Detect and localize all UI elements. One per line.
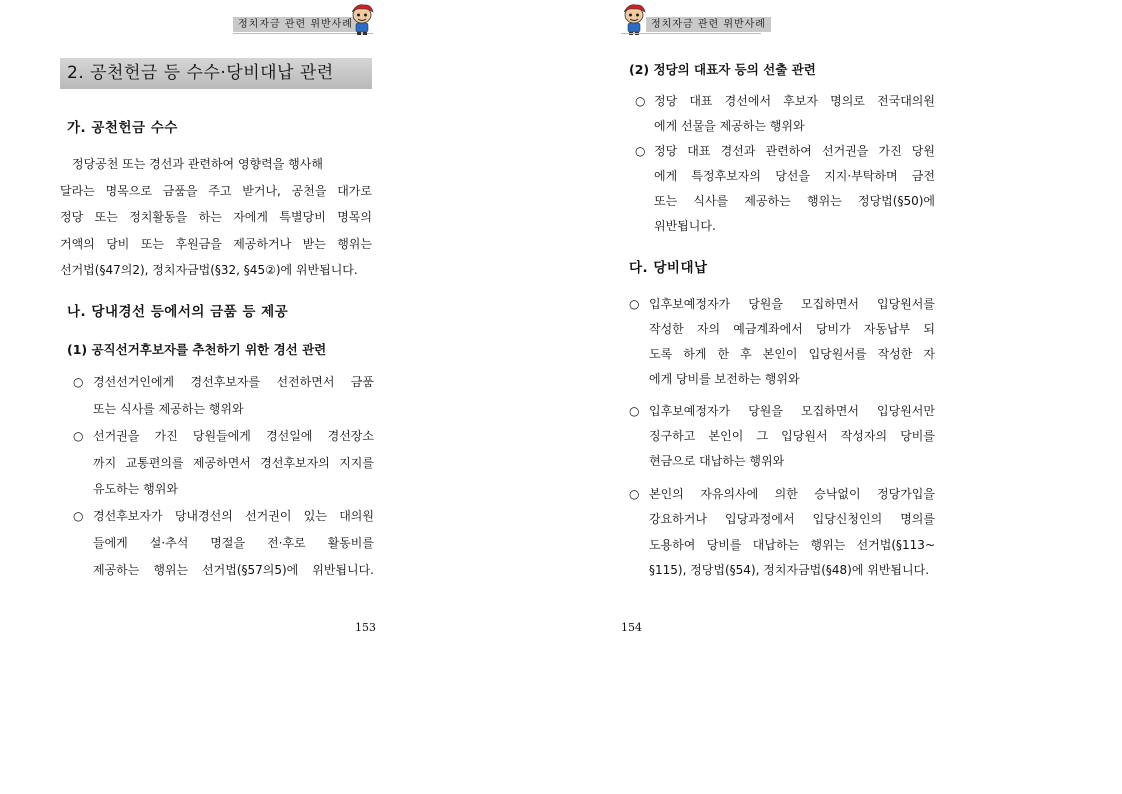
bullet-line: 경선후보자가 당내경선의 선거권이 있는 대의원	[93, 509, 374, 523]
running-header: 정치자금 관련 위반사례	[646, 17, 771, 32]
heading-a: 가. 공천헌금 수수	[67, 120, 178, 136]
bullet-circle: ○	[73, 509, 84, 523]
section-title: 2. 공천헌금 등 수수·당비대납 관련	[60, 58, 372, 89]
para-line: 달라는 명목으로 금품을 주고 받거나, 공천을 대가로	[60, 184, 372, 198]
bullet-line: 본인의 자유의사에 의한 승낙없이 정당가입을	[649, 487, 935, 501]
bullet-circle: ○	[629, 297, 640, 311]
bullet-line: 징구하고 본인이 그 입당원서 작성자의 당비를	[649, 429, 935, 443]
para-line: 거액의 당비 또는 후원금을 제공하거나 받는 행위는	[60, 237, 372, 251]
bullet-line: 입후보예정자가 당원을 모집하면서 입당원서만	[649, 404, 935, 418]
bullet-line: 들에게 설·추석 명절을 전·후로 활동비를	[93, 536, 374, 550]
heading-b: 나. 당내경선 등에서의 금품 등 제공	[67, 304, 289, 320]
bullet-line: 까지 교통편의를 제공하면서 경선후보자의 지지를	[93, 456, 374, 470]
bullet-line: 도록 하게 한 후 본인이 입당원서를 작성한 자	[649, 347, 935, 361]
bullet-line: 에게 특정후보자의 당선을 지지·부탁하며 금전	[654, 169, 935, 183]
bullet-line: 선거권을 가진 당원들에게 경선일에 경선장소	[93, 429, 374, 443]
bullet-line: 현금으로 대납하는 행위와	[649, 454, 785, 468]
header-rule	[621, 33, 761, 34]
page-number: 154	[621, 621, 642, 634]
bullet-line: 정당 대표 경선에서 후보자 명의로 전국대의원	[654, 94, 935, 108]
bullet-line: 입후보예정자가 당원을 모집하면서 입당원서를	[649, 297, 935, 311]
bullet-circle: ○	[73, 429, 84, 443]
bullet-line: 에게 당비를 보전하는 행위와	[649, 372, 800, 386]
page-number: 153	[355, 621, 376, 634]
heading-c: 다. 당비대납	[629, 260, 708, 276]
bullet-circle: ○	[629, 404, 640, 418]
bullet-line: 작성한 자의 예금계좌에서 당비가 자동납부 되	[649, 322, 935, 336]
bullet-line: §115), 정당법(§54), 정치자금법(§48)에 위반됩니다.	[649, 563, 930, 577]
bullet-line: 강요하거나 입당과정에서 입당신청인의 명의를	[649, 512, 935, 526]
bullet-line: 또는 식사를 제공하는 행위는 정당법(§50)에	[654, 194, 935, 208]
bullet-circle: ○	[73, 375, 84, 389]
para-line: 선거법(§47의2), 정치자금법(§32, §45②)에 위반됩니다.	[60, 263, 358, 277]
right-page	[561, 0, 1122, 794]
bullet-line: 경선선거인에게 경선후보자를 선전하면서 금품	[93, 375, 374, 389]
bullet-circle: ○	[635, 94, 646, 108]
bullet-line: 유도하는 행위와	[93, 482, 178, 496]
bullet-circle: ○	[635, 144, 646, 158]
para-line: 정당공천 또는 경선과 관련하여 영향력을 행사해	[72, 157, 323, 171]
cartoon-boy-icon	[349, 3, 375, 35]
bullet-line: 에게 선물을 제공하는 행위와	[654, 119, 805, 133]
bullet-line: 도용하여 당비를 대납하는 행위는 선거법(§113~	[649, 538, 935, 552]
bullet-line: 위반됩니다.	[654, 219, 716, 233]
subheading-1: (1) 공직선거후보자를 추천하기 위한 경선 관련	[67, 342, 327, 357]
bullet-line: 정당 대표 경선과 관련하여 선거권을 가진 당원	[654, 144, 935, 158]
cartoon-boy-icon	[621, 3, 647, 35]
para-line: 정당 또는 정치활동을 하는 자에게 특별당비 명목의	[60, 210, 372, 224]
bullet-circle: ○	[629, 487, 640, 501]
subheading-2: (2) 정당의 대표자 등의 선출 관련	[629, 62, 816, 77]
bullet-line: 또는 식사를 제공하는 행위와	[93, 402, 244, 416]
running-header: 정치자금 관련 위반사례	[233, 17, 358, 32]
bullet-line: 제공하는 행위는 선거법(§57의5)에 위반됩니다.	[93, 563, 374, 577]
